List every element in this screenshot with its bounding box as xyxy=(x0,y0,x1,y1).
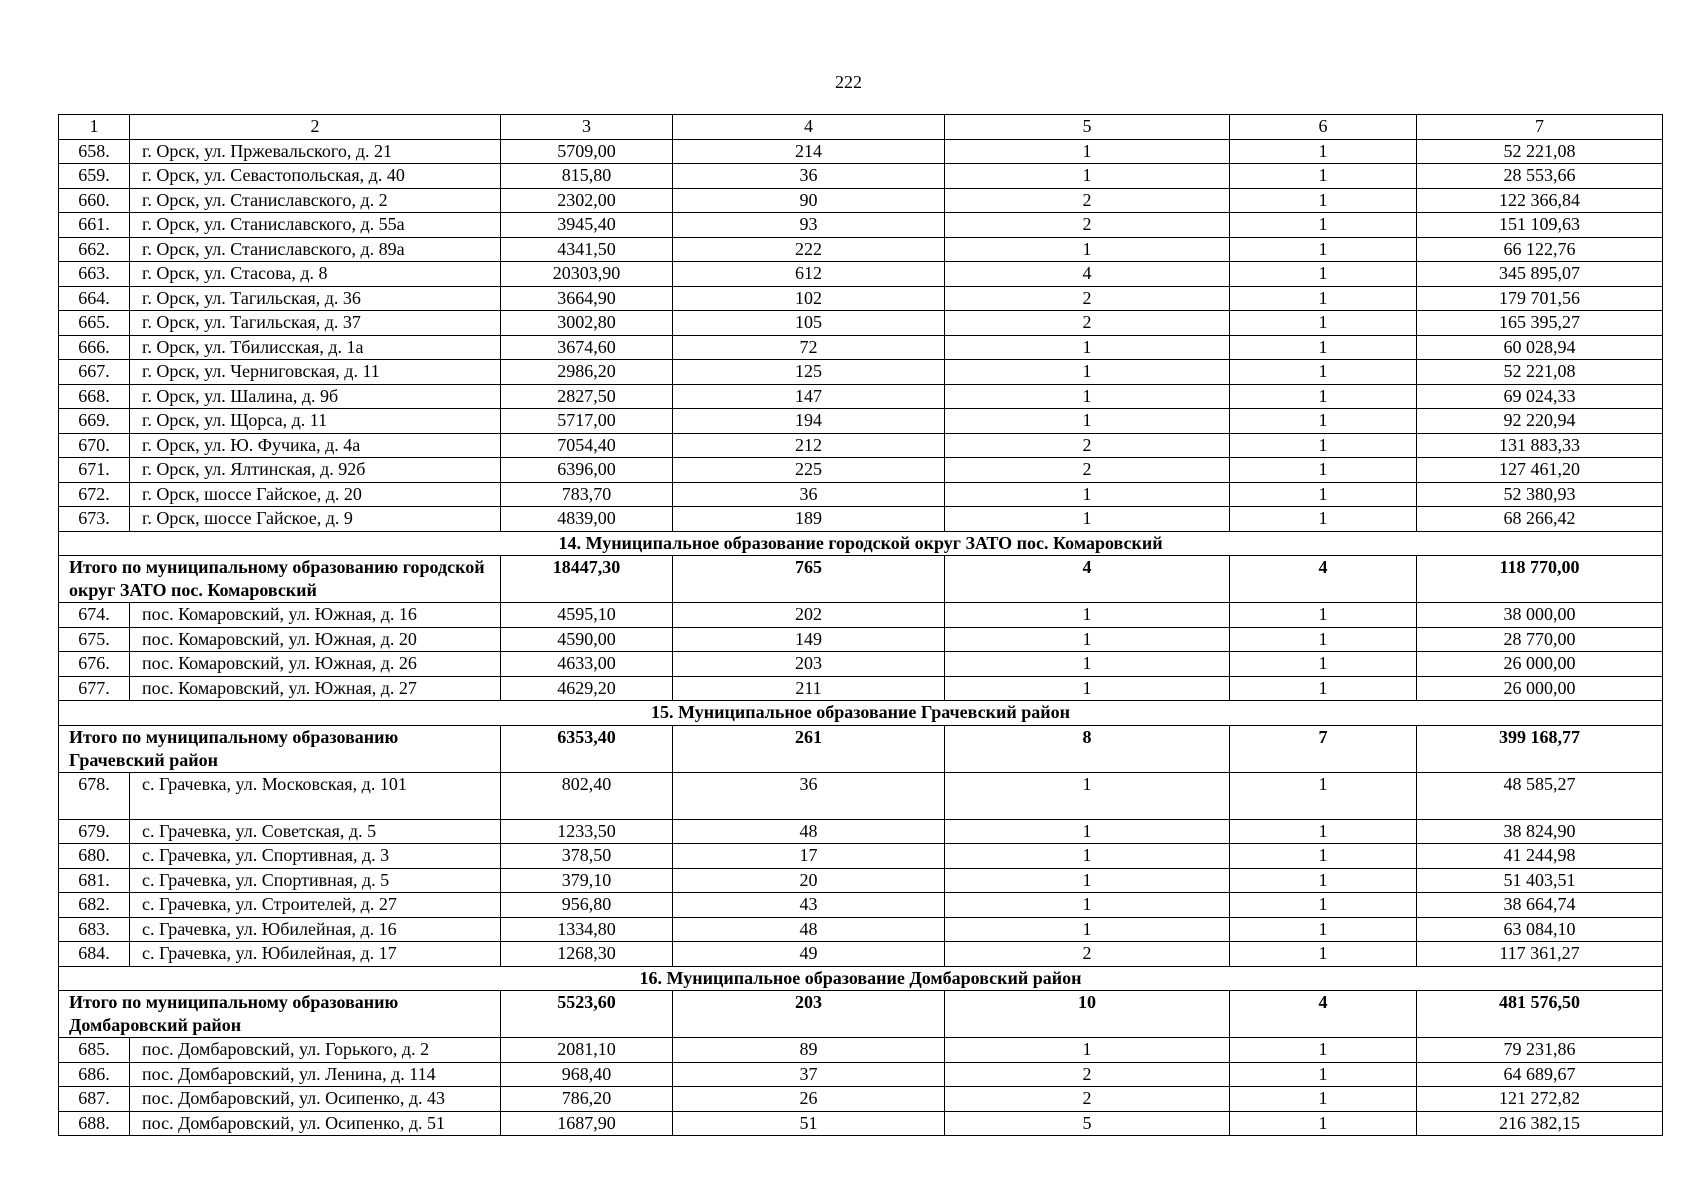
address-cell: пос. Комаровский, ул. Южная, д. 16 xyxy=(130,603,501,628)
amount-cell: 216 382,15 xyxy=(1417,1111,1663,1136)
count-cell: 1 xyxy=(1230,1111,1417,1136)
area-cell: 956,80 xyxy=(501,893,673,918)
row-number-cell: 662. xyxy=(59,237,130,262)
address-cell: г. Орск, ул. Шалина, д. 9б xyxy=(130,384,501,409)
count-cell: 1 xyxy=(1230,1087,1417,1112)
count-cell: 1 xyxy=(1230,311,1417,336)
address-cell: пос. Комаровский, ул. Южная, д. 20 xyxy=(130,627,501,652)
count-cell: 4 xyxy=(945,262,1230,287)
count-cell: 1 xyxy=(1230,482,1417,507)
address-cell: г. Орск, ул. Щорса, д. 11 xyxy=(130,409,501,434)
amount-cell: 52 221,08 xyxy=(1417,360,1663,385)
residents-cell: 612 xyxy=(673,262,945,287)
count-cell: 1 xyxy=(945,360,1230,385)
address-cell: пос. Комаровский, ул. Южная, д. 27 xyxy=(130,676,501,701)
area-cell: 2986,20 xyxy=(501,360,673,385)
amount-cell: 38 824,90 xyxy=(1417,819,1663,844)
residents-cell: 212 xyxy=(673,433,945,458)
amount-cell: 26 000,00 xyxy=(1417,652,1663,677)
residents-cell: 43 xyxy=(673,893,945,918)
amount-cell: 79 231,86 xyxy=(1417,1038,1663,1063)
table-row xyxy=(59,482,1663,507)
table-row xyxy=(59,819,1663,844)
table-row xyxy=(59,917,1663,942)
residents-cell: 194 xyxy=(673,409,945,434)
total-value-cell: 203 xyxy=(673,991,945,1038)
area-cell: 378,50 xyxy=(501,844,673,869)
count-cell: 1 xyxy=(1230,627,1417,652)
amount-cell: 28 553,66 xyxy=(1417,164,1663,189)
count-cell: 2 xyxy=(945,188,1230,213)
row-number-cell: 668. xyxy=(59,384,130,409)
row-number-cell: 676. xyxy=(59,652,130,677)
area-cell: 1334,80 xyxy=(501,917,673,942)
row-number-cell: 680. xyxy=(59,844,130,869)
row-number-cell: 684. xyxy=(59,942,130,967)
row-number-cell: 661. xyxy=(59,213,130,238)
amount-cell: 26 000,00 xyxy=(1417,676,1663,701)
total-row xyxy=(59,991,1663,1038)
address-cell: г. Орск, шоссе Гайское, д. 9 xyxy=(130,507,501,532)
row-number-cell: 685. xyxy=(59,1038,130,1063)
count-cell: 2 xyxy=(945,213,1230,238)
count-cell: 1 xyxy=(945,819,1230,844)
residents-cell: 225 xyxy=(673,458,945,483)
area-cell: 4341,50 xyxy=(501,237,673,262)
residents-cell: 51 xyxy=(673,1111,945,1136)
residents-cell: 222 xyxy=(673,237,945,262)
amount-cell: 68 266,42 xyxy=(1417,507,1663,532)
table-row xyxy=(59,139,1663,164)
table-row xyxy=(59,213,1663,238)
amount-cell: 179 701,56 xyxy=(1417,286,1663,311)
count-cell: 1 xyxy=(945,868,1230,893)
address-cell: г. Орск, ул. Севастопольская, д. 40 xyxy=(130,164,501,189)
count-cell: 1 xyxy=(1230,893,1417,918)
total-label: Итого по муниципальному образованию Грачевский район xyxy=(59,725,501,772)
header-cell: 7 xyxy=(1417,115,1663,140)
row-number-cell: 667. xyxy=(59,360,130,385)
total-value-cell: 10 xyxy=(945,991,1230,1038)
count-cell: 5 xyxy=(945,1111,1230,1136)
area-cell: 4590,00 xyxy=(501,627,673,652)
address-cell: г. Орск, ул. Тагильская, д. 37 xyxy=(130,311,501,336)
address-cell: г. Орск, ул. Пржевальского, д. 21 xyxy=(130,139,501,164)
table-row xyxy=(59,237,1663,262)
amount-cell: 41 244,98 xyxy=(1417,844,1663,869)
count-cell: 1 xyxy=(945,384,1230,409)
total-value-cell: 4 xyxy=(945,556,1230,603)
count-cell: 1 xyxy=(1230,286,1417,311)
count-cell: 2 xyxy=(945,286,1230,311)
amount-cell: 60 028,94 xyxy=(1417,335,1663,360)
amount-cell: 117 361,27 xyxy=(1417,942,1663,967)
residents-cell: 48 xyxy=(673,917,945,942)
area-cell: 1268,30 xyxy=(501,942,673,967)
total-label: Итого по муниципальному образованию Домбаровский район xyxy=(59,991,501,1038)
count-cell: 1 xyxy=(1230,335,1417,360)
section-heading-row xyxy=(59,531,1663,556)
table-row xyxy=(59,164,1663,189)
area-cell: 786,20 xyxy=(501,1087,673,1112)
address-cell: с. Грачевка, ул. Юбилейная, д. 17 xyxy=(130,942,501,967)
count-cell: 1 xyxy=(945,237,1230,262)
area-cell: 7054,40 xyxy=(501,433,673,458)
residents-cell: 202 xyxy=(673,603,945,628)
residents-cell: 125 xyxy=(673,360,945,385)
table-row xyxy=(59,627,1663,652)
amount-cell: 69 024,33 xyxy=(1417,384,1663,409)
count-cell: 1 xyxy=(945,139,1230,164)
total-value-cell: 5523,60 xyxy=(501,991,673,1038)
amount-cell: 52 221,08 xyxy=(1417,139,1663,164)
address-cell: г. Орск, ул. Черниговская, д. 11 xyxy=(130,360,501,385)
count-cell: 1 xyxy=(1230,652,1417,677)
area-cell: 4595,10 xyxy=(501,603,673,628)
total-value-cell: 4 xyxy=(1230,556,1417,603)
count-cell: 1 xyxy=(1230,433,1417,458)
amount-cell: 52 380,93 xyxy=(1417,482,1663,507)
address-cell: г. Орск, ул. Станиславского, д. 55а xyxy=(130,213,501,238)
row-number-cell: 683. xyxy=(59,917,130,942)
count-cell: 1 xyxy=(945,772,1230,819)
count-cell: 1 xyxy=(945,676,1230,701)
section-heading-row xyxy=(59,701,1663,726)
table-row xyxy=(59,360,1663,385)
count-cell: 1 xyxy=(1230,942,1417,967)
address-cell: с. Грачевка, ул. Спортивная, д. 3 xyxy=(130,844,501,869)
residents-cell: 149 xyxy=(673,627,945,652)
count-cell: 1 xyxy=(945,917,1230,942)
row-number-cell: 671. xyxy=(59,458,130,483)
area-cell: 783,70 xyxy=(501,482,673,507)
residents-cell: 89 xyxy=(673,1038,945,1063)
count-cell: 1 xyxy=(945,482,1230,507)
row-number-cell: 659. xyxy=(59,164,130,189)
total-value-cell: 7 xyxy=(1230,725,1417,772)
area-cell: 3664,90 xyxy=(501,286,673,311)
residents-cell: 105 xyxy=(673,311,945,336)
count-cell: 1 xyxy=(945,1038,1230,1063)
count-cell: 2 xyxy=(945,311,1230,336)
table-row xyxy=(59,603,1663,628)
area-cell: 815,80 xyxy=(501,164,673,189)
count-cell: 1 xyxy=(1230,188,1417,213)
residents-cell: 214 xyxy=(673,139,945,164)
table-row xyxy=(59,1087,1663,1112)
amount-cell: 66 122,76 xyxy=(1417,237,1663,262)
count-cell: 1 xyxy=(1230,1038,1417,1063)
count-cell: 1 xyxy=(1230,917,1417,942)
data-table xyxy=(58,114,1663,1136)
residents-cell: 17 xyxy=(673,844,945,869)
address-cell: с. Грачевка, ул. Советская, д. 5 xyxy=(130,819,501,844)
area-cell: 379,10 xyxy=(501,868,673,893)
row-number-cell: 674. xyxy=(59,603,130,628)
total-value-cell: 399 168,77 xyxy=(1417,725,1663,772)
count-cell: 1 xyxy=(945,164,1230,189)
row-number-cell: 675. xyxy=(59,627,130,652)
table-row xyxy=(59,286,1663,311)
count-cell: 1 xyxy=(1230,844,1417,869)
total-value-cell: 481 576,50 xyxy=(1417,991,1663,1038)
section-heading: 16. Муниципальное образование Домбаровский район xyxy=(59,966,1663,991)
count-cell: 1 xyxy=(1230,772,1417,819)
table-row xyxy=(59,262,1663,287)
table-row xyxy=(59,433,1663,458)
count-cell: 1 xyxy=(1230,507,1417,532)
total-value-cell: 8 xyxy=(945,725,1230,772)
area-cell: 1687,90 xyxy=(501,1111,673,1136)
area-cell: 6396,00 xyxy=(501,458,673,483)
area-cell: 1233,50 xyxy=(501,819,673,844)
table-row xyxy=(59,868,1663,893)
count-cell: 2 xyxy=(945,1062,1230,1087)
header-cell: 1 xyxy=(59,115,130,140)
count-cell: 1 xyxy=(1230,819,1417,844)
residents-cell: 37 xyxy=(673,1062,945,1087)
residents-cell: 72 xyxy=(673,335,945,360)
row-number-cell: 678. xyxy=(59,772,130,819)
area-cell: 802,40 xyxy=(501,772,673,819)
residents-cell: 189 xyxy=(673,507,945,532)
row-number-cell: 681. xyxy=(59,868,130,893)
table-row xyxy=(59,507,1663,532)
amount-cell: 122 366,84 xyxy=(1417,188,1663,213)
count-cell: 1 xyxy=(945,844,1230,869)
count-cell: 1 xyxy=(1230,164,1417,189)
amount-cell: 38 000,00 xyxy=(1417,603,1663,628)
table-row xyxy=(59,384,1663,409)
residents-cell: 147 xyxy=(673,384,945,409)
table-row xyxy=(59,311,1663,336)
address-cell: пос. Домбаровский, ул. Осипенко, д. 51 xyxy=(130,1111,501,1136)
address-cell: г. Орск, ул. Тагильская, д. 36 xyxy=(130,286,501,311)
area-cell: 3002,80 xyxy=(501,311,673,336)
table-row xyxy=(59,652,1663,677)
section-heading-row xyxy=(59,966,1663,991)
row-number-cell: 688. xyxy=(59,1111,130,1136)
table-row xyxy=(59,1038,1663,1063)
residents-cell: 26 xyxy=(673,1087,945,1112)
amount-cell: 165 395,27 xyxy=(1417,311,1663,336)
count-cell: 2 xyxy=(945,1087,1230,1112)
amount-cell: 121 272,82 xyxy=(1417,1087,1663,1112)
row-number-cell: 672. xyxy=(59,482,130,507)
residents-cell: 90 xyxy=(673,188,945,213)
row-number-cell: 665. xyxy=(59,311,130,336)
area-cell: 2081,10 xyxy=(501,1038,673,1063)
count-cell: 1 xyxy=(1230,409,1417,434)
residents-cell: 211 xyxy=(673,676,945,701)
row-number-cell: 666. xyxy=(59,335,130,360)
address-cell: г. Орск, ул. Ялтинская, д. 92б xyxy=(130,458,501,483)
area-cell: 5709,00 xyxy=(501,139,673,164)
address-cell: г. Орск, ул. Станиславского, д. 2 xyxy=(130,188,501,213)
total-label: Итого по муниципальному образованию городской округ ЗАТО пос. Комаровский xyxy=(59,556,501,603)
address-cell: пос. Комаровский, ул. Южная, д. 26 xyxy=(130,652,501,677)
total-value-cell: 118 770,00 xyxy=(1417,556,1663,603)
row-number-cell: 679. xyxy=(59,819,130,844)
residents-cell: 102 xyxy=(673,286,945,311)
residents-cell: 203 xyxy=(673,652,945,677)
row-number-cell: 673. xyxy=(59,507,130,532)
section-heading: 15. Муниципальное образование Грачевский район xyxy=(59,701,1663,726)
area-cell: 968,40 xyxy=(501,1062,673,1087)
header-cell: 6 xyxy=(1230,115,1417,140)
total-value-cell: 261 xyxy=(673,725,945,772)
amount-cell: 51 403,51 xyxy=(1417,868,1663,893)
header-cell: 4 xyxy=(673,115,945,140)
area-cell: 20303,90 xyxy=(501,262,673,287)
row-number-cell: 660. xyxy=(59,188,130,213)
amount-cell: 127 461,20 xyxy=(1417,458,1663,483)
count-cell: 1 xyxy=(1230,237,1417,262)
amount-cell: 48 585,27 xyxy=(1417,772,1663,819)
table-row xyxy=(59,676,1663,701)
count-cell: 1 xyxy=(1230,868,1417,893)
row-number-cell: 663. xyxy=(59,262,130,287)
count-cell: 1 xyxy=(945,409,1230,434)
table-row xyxy=(59,893,1663,918)
area-cell: 4629,20 xyxy=(501,676,673,701)
address-cell: г. Орск, ул. Ю. Фучика, д. 4а xyxy=(130,433,501,458)
amount-cell: 38 664,74 xyxy=(1417,893,1663,918)
row-number-cell: 686. xyxy=(59,1062,130,1087)
residents-cell: 49 xyxy=(673,942,945,967)
count-cell: 1 xyxy=(945,627,1230,652)
table-row xyxy=(59,1111,1663,1136)
row-number-cell: 670. xyxy=(59,433,130,458)
table-row xyxy=(59,844,1663,869)
address-cell: с. Грачевка, ул. Строителей, д. 27 xyxy=(130,893,501,918)
area-cell: 3674,60 xyxy=(501,335,673,360)
address-cell: пос. Домбаровский, ул. Горького, д. 2 xyxy=(130,1038,501,1063)
address-cell: с. Грачевка, ул. Спортивная, д. 5 xyxy=(130,868,501,893)
amount-cell: 92 220,94 xyxy=(1417,409,1663,434)
count-cell: 2 xyxy=(945,458,1230,483)
area-cell: 4633,00 xyxy=(501,652,673,677)
table-row xyxy=(59,188,1663,213)
amount-cell: 63 084,10 xyxy=(1417,917,1663,942)
count-cell: 1 xyxy=(945,603,1230,628)
count-cell: 1 xyxy=(945,893,1230,918)
row-number-cell: 658. xyxy=(59,139,130,164)
page-number: 222 xyxy=(835,72,862,92)
amount-cell: 64 689,67 xyxy=(1417,1062,1663,1087)
amount-cell: 131 883,33 xyxy=(1417,433,1663,458)
address-cell: г. Орск, ул. Стасова, д. 8 xyxy=(130,262,501,287)
count-cell: 1 xyxy=(1230,139,1417,164)
header-cell: 3 xyxy=(501,115,673,140)
count-cell: 1 xyxy=(1230,262,1417,287)
table-row xyxy=(59,335,1663,360)
count-cell: 1 xyxy=(945,507,1230,532)
address-cell: пос. Домбаровский, ул. Осипенко, д. 43 xyxy=(130,1087,501,1112)
residents-cell: 36 xyxy=(673,772,945,819)
count-cell: 1 xyxy=(1230,603,1417,628)
address-cell: г. Орск, ул. Станиславского, д. 89а xyxy=(130,237,501,262)
area-cell: 2827,50 xyxy=(501,384,673,409)
count-cell: 2 xyxy=(945,433,1230,458)
row-number-cell: 677. xyxy=(59,676,130,701)
row-number-cell: 664. xyxy=(59,286,130,311)
header-row xyxy=(59,115,1663,140)
count-cell: 2 xyxy=(945,942,1230,967)
total-row xyxy=(59,725,1663,772)
count-cell: 1 xyxy=(1230,458,1417,483)
row-number-cell: 669. xyxy=(59,409,130,434)
total-value-cell: 18447,30 xyxy=(501,556,673,603)
table-row xyxy=(59,942,1663,967)
count-cell: 1 xyxy=(1230,360,1417,385)
total-row xyxy=(59,556,1663,603)
count-cell: 1 xyxy=(945,335,1230,360)
address-cell: г. Орск, шоссе Гайское, д. 20 xyxy=(130,482,501,507)
count-cell: 1 xyxy=(1230,1062,1417,1087)
residents-cell: 36 xyxy=(673,164,945,189)
amount-cell: 28 770,00 xyxy=(1417,627,1663,652)
area-cell: 3945,40 xyxy=(501,213,673,238)
section-heading: 14. Муниципальное образование городской округ ЗАТО пос. Комаровский xyxy=(59,531,1663,556)
amount-cell: 151 109,63 xyxy=(1417,213,1663,238)
total-value-cell: 6353,40 xyxy=(501,725,673,772)
table-row xyxy=(59,1062,1663,1087)
area-cell: 2302,00 xyxy=(501,188,673,213)
row-number-cell: 682. xyxy=(59,893,130,918)
table-row xyxy=(59,409,1663,434)
address-cell: с. Грачевка, ул. Московская, д. 101 xyxy=(130,772,501,819)
address-cell: г. Орск, ул. Тбилисская, д. 1а xyxy=(130,335,501,360)
residents-cell: 93 xyxy=(673,213,945,238)
residents-cell: 36 xyxy=(673,482,945,507)
total-value-cell: 765 xyxy=(673,556,945,603)
count-cell: 1 xyxy=(1230,676,1417,701)
count-cell: 1 xyxy=(1230,213,1417,238)
total-value-cell: 4 xyxy=(1230,991,1417,1038)
residents-cell: 20 xyxy=(673,868,945,893)
count-cell: 1 xyxy=(1230,384,1417,409)
table-body xyxy=(59,139,1663,1136)
address-cell: пос. Домбаровский, ул. Ленина, д. 114 xyxy=(130,1062,501,1087)
row-number-cell: 687. xyxy=(59,1087,130,1112)
count-cell: 1 xyxy=(945,652,1230,677)
area-cell: 4839,00 xyxy=(501,507,673,532)
address-cell: с. Грачевка, ул. Юбилейная, д. 16 xyxy=(130,917,501,942)
header-cell: 5 xyxy=(945,115,1230,140)
header-cell: 2 xyxy=(130,115,501,140)
residents-cell: 48 xyxy=(673,819,945,844)
table-row xyxy=(59,458,1663,483)
amount-cell: 345 895,07 xyxy=(1417,262,1663,287)
area-cell: 5717,00 xyxy=(501,409,673,434)
table-row xyxy=(59,772,1663,819)
